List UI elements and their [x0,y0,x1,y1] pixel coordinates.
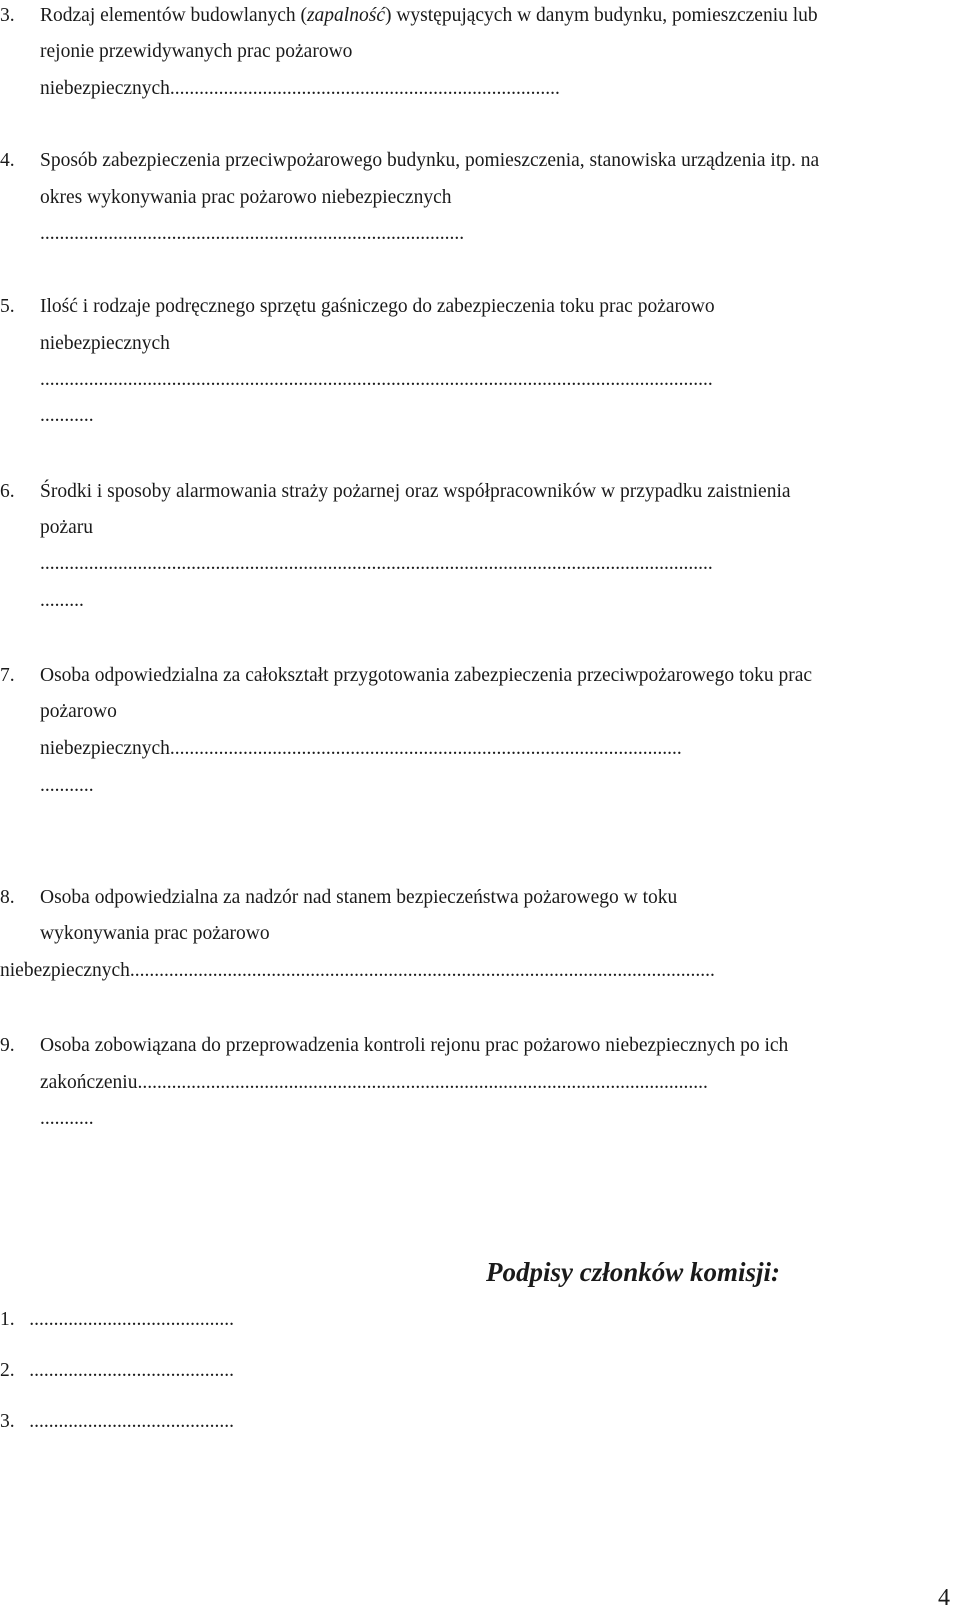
signature-line: 3. .......................................... [0,1411,234,1432]
item-number: 4. [0,150,15,171]
item-fill-line: .......................................................................................................................................... [40,369,713,390]
item-number: 6. [0,481,15,502]
item-text-line: okres wykonywania prac pożarowo niebezpiecznych [40,187,452,208]
item-text-line: Osoba odpowiedzialna za nadzór nad stanem bezpieczeństwa pożarowego w toku [40,887,678,908]
item-fill-line: zakończeniu..................................................................................................................... [40,1072,708,1093]
item-fill-line: niebezpiecznych................................................................................ [40,78,560,99]
signature-line: 1. .......................................... [0,1309,234,1330]
item-fill-line: ........... [40,775,94,796]
item-text-part: Rodzaj elementów budowlanych ( [40,5,307,26]
item-fill-line: .......................................................................................................................................... [40,553,713,574]
signature-line: 2. .......................................... [0,1360,234,1381]
signatures-title: Podpisy członków komisji: [486,1257,781,1287]
item-text-line: Środki i sposoby alarmowania straży pożarnej oraz współpracowników w przypadku zaistnienia [40,481,791,502]
item-fill-line: ....................................................................................... [40,223,465,244]
item-text-line: niebezpiecznych [40,333,170,354]
item-text-line [40,4,818,28]
item-fill-line: niebezpiecznych........................................................................................................................ [0,960,715,981]
item-number: 5. [0,296,15,317]
item-number: 7. [0,665,15,686]
item-fill-line: ........... [40,1108,94,1129]
item-text-emphasis: zapalność [306,5,385,26]
item-fill-line: niebezpiecznych......................................................................................................... [40,738,682,759]
item-text-line: rejonie przewidywanych prac pożarowo [40,41,353,62]
item-text-line: wykonywania prac pożarowo [40,923,270,944]
item-text-line: Ilość i rodzaje podręcznego sprzętu gaśniczego do zabezpieczenia toku prac pożarowo [40,296,715,317]
item-number: 9. [0,1035,15,1056]
item-text-line: Osoba zobowiązana do przeprowadzenia kontroli rejonu prac pożarowo niebezpiecznych po ich [40,1035,789,1056]
item-fill-line: ........... [40,405,94,426]
item-text-line: pożarowo [40,701,117,722]
item-number: 3. [0,5,15,26]
item-text-line: Osoba odpowiedzialna za całokształt przygotowania zabezpieczenia przeciwpożarowego toku prac [40,665,813,686]
item-text-part: ) występujących w danym budynku, pomieszczeniu lub [384,5,818,26]
item-number: 8. [0,887,15,908]
item-text-line: Sposób zabezpieczenia przeciwpożarowego budynku, pomieszczenia, stanowiska urządzenia itp. na [40,150,820,171]
page-number: 4 [938,1585,950,1611]
item-fill-line: ......... [40,590,84,611]
item-text-line: pożaru [40,517,94,538]
